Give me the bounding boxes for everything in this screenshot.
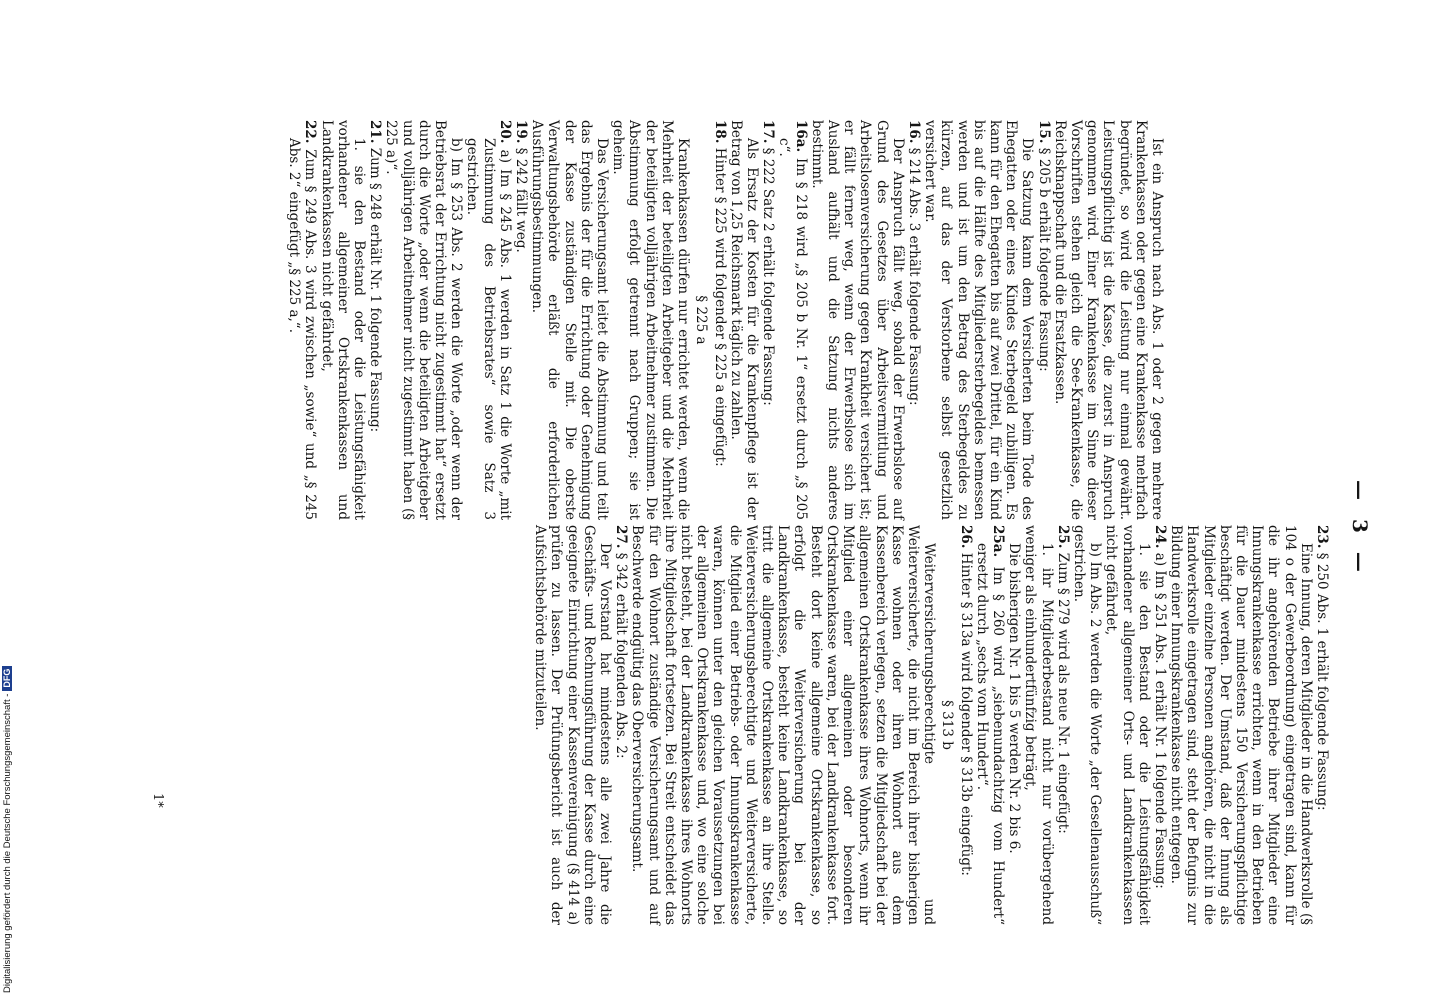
- paragraph-number: 20.: [496, 120, 513, 144]
- paragraph-text: Die bisherigen Nr. 1 bis 5 werden Nr. 2 bis 6.: [1006, 543, 1023, 854]
- paragraph-text: § 214 Abs. 3 erhält folgende Fassung:: [905, 147, 922, 406]
- numbered-paragraph: [367, 120, 383, 520]
- numbered-paragraph: [1152, 525, 1168, 925]
- paragraph-number: 18.: [711, 120, 728, 144]
- paragraph: [1071, 525, 1103, 925]
- paragraph: [383, 120, 464, 520]
- section-heading: [693, 120, 709, 520]
- numbered-paragraph: [513, 120, 529, 520]
- paragraph: [1022, 525, 1054, 925]
- paragraph-text: b) Im Abs. 2 werden die Worte „der Gesellenausschuß“ gestrichen.: [1070, 525, 1104, 925]
- paragraph: [1052, 120, 1165, 520]
- paragraph-number: 17.: [760, 120, 777, 144]
- paragraph-number: 27.: [613, 525, 630, 549]
- paragraph-text: § 250 Abs. 1 erhält folgende Fassung:: [1314, 552, 1330, 811]
- paragraph-text: Im § 218 wird „§ 205 b Nr. 1“ ersetzt durch „§ 205 c“.: [776, 138, 809, 520]
- paragraph-text: Zum § 279 wird als neue Nr. 1 eingefügt:: [1054, 552, 1071, 834]
- paragraph-number: 24.: [1151, 525, 1168, 549]
- section-heading: [939, 525, 955, 925]
- numbered-paragraph: [776, 120, 808, 520]
- paragraph-text: Im § 260 wird „siebenundachtzig vom Hundert“ ersetzt durch „sechs vom Hundert“.: [973, 543, 1006, 925]
- paragraph-text: Weiterversicherungsberechtigte und Weiterversicherte, die nicht im Bereich ihrer bisherigen Kasse wohnen oder ihren Wohnort aus dem Kassenbereich verlegen, setzen die Mitgliedschaft bei der allgemeinen Ortskrankenkasse ihres Wohnorts, wenn ihr Mitglied einer allgemeinen oder besonderen Ortskrankenkasse waren, bei der Landkrankenkasse fort. Besteht dort keine allgemeine Ortskrankenkasse, so erfolgt die Weiterversicherung bei der Landkrankenkasse, besteht keine Landkrankenkasse, so tritt die allgemeine Ortskrankenkasse an ihre Stelle. Weiterversicherungsberechtigte und Weiterversicherte, die Mitglied einer Betriebs- oder Innungskrankenkasse waren, können unter den gleichen Voraussetzungen bei der allgemeinen Ortskrankenkasse und, wo eine solche nicht besteht, bei der Landkrankenkasse ihres Wohnorts ihre Mitgliedschaft fortsetzen. Bei Streit entscheidet das für den Wohnort zuständige Versicherungsamt und auf Beschwerde endgültig das Oberversicherungsamt.: [629, 525, 938, 925]
- text-column-left: [286, 120, 1165, 520]
- paragraph-text: Die Satzung kann dem Versicherten beim Tode des Ehegatten oder eines Kindes Sterbegeld zubilligen. Es kann für den Ehegatten bis auf zwei Drittel, für ein Kind bis auf die Hälfte des Mitgliedersterbegeldes bemessen werden und ist um den Betrag des Sterbegeldes zu kürzen, auf das der Verstorbene selbst gesetzlich versichert war.: [922, 120, 1036, 520]
- paragraph-number: 16a.: [792, 120, 809, 153]
- paragraph: [610, 120, 691, 520]
- numbered-paragraph: [711, 120, 727, 520]
- paragraph: [532, 525, 613, 925]
- paragraph-number: 23.: [1314, 525, 1330, 549]
- page-number-header: — 3 —: [1348, 480, 1372, 578]
- paragraph: [1168, 525, 1314, 925]
- paragraph-text: 1. ihr Mitgliederbestand nicht nur vorübergehend weniger als einhundertfünfzig beträgt,: [1022, 525, 1055, 925]
- dfg-logo: DFG: [2, 666, 12, 691]
- paragraph-text: § 222 Satz 2 erhält folgende Fassung:: [760, 147, 777, 406]
- numbered-paragraph: [1055, 525, 1071, 925]
- numbered-paragraph: [464, 120, 513, 520]
- paragraph: [529, 120, 610, 520]
- paragraph-text: § 342 erhält folgenden Abs. 2:: [613, 552, 630, 759]
- paragraph-text: Der Anspruch fällt weg, sobald der Erwerbslose auf Grund des Gesetzes über Arbeitsvermittlung und Arbeitslosenversicherung gegen Krankheit versichert ist; er fällt ferner weg, wenn der Erwerbslose sich im Ausland aufhält und die Satzung nichts anderes bestimmt.: [808, 120, 906, 520]
- paragraph: [1103, 525, 1152, 925]
- paragraph-text: Eine Innung, deren Mitglieder in die Handwerksrolle (§ 104 o der Gewerbeordnung) eingetragen sind, kann für die ihr angehörenden Betriebe ihrer Mitglieder eine Innungskrankenkasse errichten, wenn in den Betrieben für die Dauer mindestens 150 Versicherungspflichtige beschäftigt werden. Der Umstand, daß der Innung als Mitglieder einzelne Personen angehören, die nicht in die Handwerksrolle eingetragen sind, steht der Befugnis zur Bildung einer Innungskrankenkasse nicht entgegen.: [1168, 525, 1314, 925]
- paragraph-text: Als Ersatz der Kosten für die Krankenpflege ist der Betrag von 1,25 Reichsmark täglich zu zahlen.: [727, 120, 760, 520]
- numbered-paragraph: [906, 120, 922, 520]
- paragraph-text: Krankenkassen dürfen nur errichtet werden, wenn die Mehrheit der beteiligten Arbeitgeber und die Mehrheit der beteiligten volljährigen Arbeitnehmer zustimmen. Die Abstimmung erfolgt getrennt nach Gruppen; sie ist geheim.: [610, 120, 692, 520]
- paragraph: [629, 525, 937, 925]
- paragraph-text: § 205 b erhält folgende Fassung:: [1035, 147, 1052, 372]
- paragraph: [809, 120, 906, 520]
- numbered-paragraph: [613, 525, 629, 925]
- paragraph-number: 21.: [367, 120, 384, 144]
- paragraph-text: Hinter § 313a wird folgender § 313b eingefügt:: [957, 552, 974, 876]
- paragraph-number: 19.: [513, 120, 530, 144]
- digitization-credit: [2, 666, 13, 993]
- text-column-right: [532, 525, 1330, 925]
- paragraph-text: Ist ein Anspruch nach Abs. 1 oder 2 gegen mehrere Krankenkassen oder gegen eine Krankenkasse mehrfach begründet, so wird die Leistung nur einmal gewährt. Leistungspflichtig ist die Kasse, die zuerst in Anspruch genommen wird. Einer Krankenkasse im Sinne dieser Vorschriften stehen gleich die See-Krankenkasse, die Reichsknappschaft und die Ersatzkassen.: [1051, 120, 1165, 520]
- numbered-paragraph: [974, 525, 1006, 925]
- paragraph-text: § 313 b: [939, 700, 956, 750]
- numbered-paragraph: [286, 120, 318, 520]
- paragraph-text: § 242 fällt weg.: [513, 147, 530, 253]
- paragraph-text: Das Versicherungsamt leitet die Abstimmung und teilt das Ergebnis der für die Errichtung oder Genehmigung der Kasse zuständigen Stelle mit. Die oberste Verwaltungsbehörde erläßt die erforderlichen Ausführungsbestimmungen.: [529, 120, 611, 520]
- paragraph-number: 26.: [957, 525, 974, 549]
- numbered-paragraph: [1314, 525, 1330, 925]
- paragraph: [728, 120, 760, 520]
- paragraph-text: 1. sie den Bestand oder die Leistungsfähigkeit vorhandener allgemeiner Ortskrankenkassen und Landkrankenkassen nicht gefährdet,: [318, 120, 368, 520]
- paragraph: [922, 120, 1035, 520]
- paragraph-text: Zum § 248 erhält Nr. 1 folgende Fassung:: [367, 147, 384, 433]
- numbered-paragraph: [1035, 120, 1051, 520]
- paragraph-text: Hinter § 225 wird folgender § 225 a eingefügt:: [711, 147, 728, 467]
- numbered-paragraph: [760, 120, 776, 520]
- paragraph-number: 16.: [905, 120, 922, 144]
- paragraph-text: Zum § 249 Abs. 3 wird zwischen „sowie“ und „§ 245 Abs. 2“ eingefügt „§ 225 a,“.: [286, 138, 319, 520]
- paragraph-text: a) Im § 251 Abs. 1 erhält Nr. 1 folgende Fassung:: [1151, 552, 1168, 889]
- footer-signature-mark: 1*: [150, 793, 165, 808]
- credit-text: Digitalisierung gefördert durch die Deutsche Forschungsgemeinschaft -: [2, 693, 13, 993]
- paragraph-text: Der Vorstand hat mindestens alle zwei Jahre die Geschäfts- und Rechnungsführung der Kasse durch eine geeignete Einrichtung einer Kassenvereinigung (§ 414 a) prüfen zu lassen. Der Prüfungsbericht ist auch der Aufsichtsbehörde mitzuteilen.: [532, 525, 614, 925]
- paragraph-number: 25a.: [989, 525, 1006, 558]
- paragraph-text: § 225 a: [693, 295, 710, 345]
- paragraph: [1006, 525, 1022, 925]
- paragraph-text: b) Im § 253 Abs. 2 werden die Worte „oder wenn der Betriebsrat der Errichtung nicht zugestimmt hat“ ersetzt durch die Worte „oder wenn die beteiligten Arbeitgeber und volljährigen Arbeitnehmer nicht zugestimmt haben (§ 225 a)“.: [383, 120, 465, 520]
- paragraph-number: 25.: [1054, 525, 1071, 549]
- numbered-paragraph: [957, 525, 973, 925]
- paragraph-number: 15.: [1035, 120, 1052, 144]
- paragraph-text: 1. sie den Bestand oder die Leistungsfähigkeit vorhandener allgemeiner Orts- und Landkrankenkassen nicht gefährdet,: [1103, 525, 1152, 925]
- paragraph-number: 22.: [302, 120, 319, 144]
- paragraph-text: a) Im § 245 Abs. 1 werden in Satz 1 die Worte „mit Zustimmung des Betriebsrates“ sowie Satz 3 gestrichen.: [464, 138, 513, 520]
- paragraph: [318, 120, 367, 520]
